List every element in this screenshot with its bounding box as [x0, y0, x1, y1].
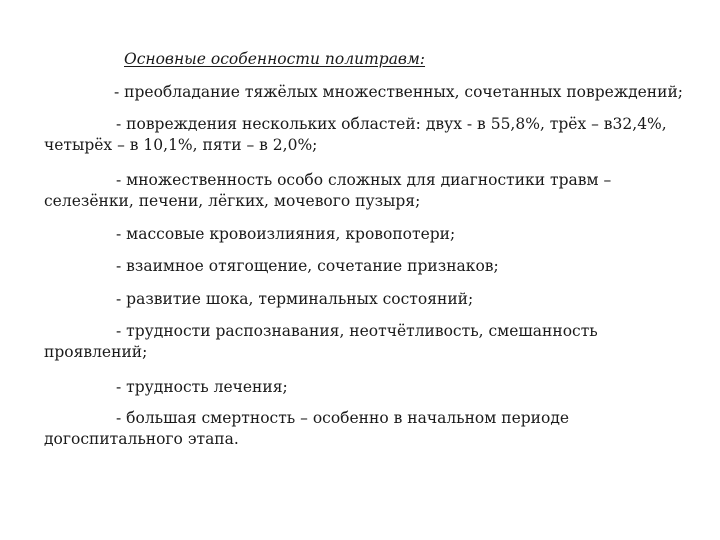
list-item-4: - массовые кровоизлияния, кровопотери; — [116, 225, 456, 243]
list-item-3: - множественность особо сложных для диагностики травм – селезёнки, печени, лёгких, мочевого пузыря; — [44, 171, 612, 210]
list-item-1: - преобладание тяжёлых множественных, сочетанных повреждений; — [114, 83, 684, 101]
list-item-2: - повреждения нескольких областей: двух - в 55,8%, трёх – в32,4%, четырёх – в 10,1%, пяти – в 2,0%; — [44, 115, 667, 154]
slide-heading: Основные особенности политравм: — [124, 50, 426, 68]
list-item-9: - большая смертность – особенно в начальном периоде догоспитального этапа. — [44, 409, 570, 448]
list-item-7: - трудности распознавания, неотчётливость, смешанность проявлений; — [44, 322, 598, 361]
list-item-5: - взаимное отягощение, сочетание признаков; — [116, 257, 499, 275]
list-item-6: - развитие шока, терминальных состояний; — [116, 290, 474, 308]
list-item-8: - трудность лечения; — [116, 378, 288, 396]
